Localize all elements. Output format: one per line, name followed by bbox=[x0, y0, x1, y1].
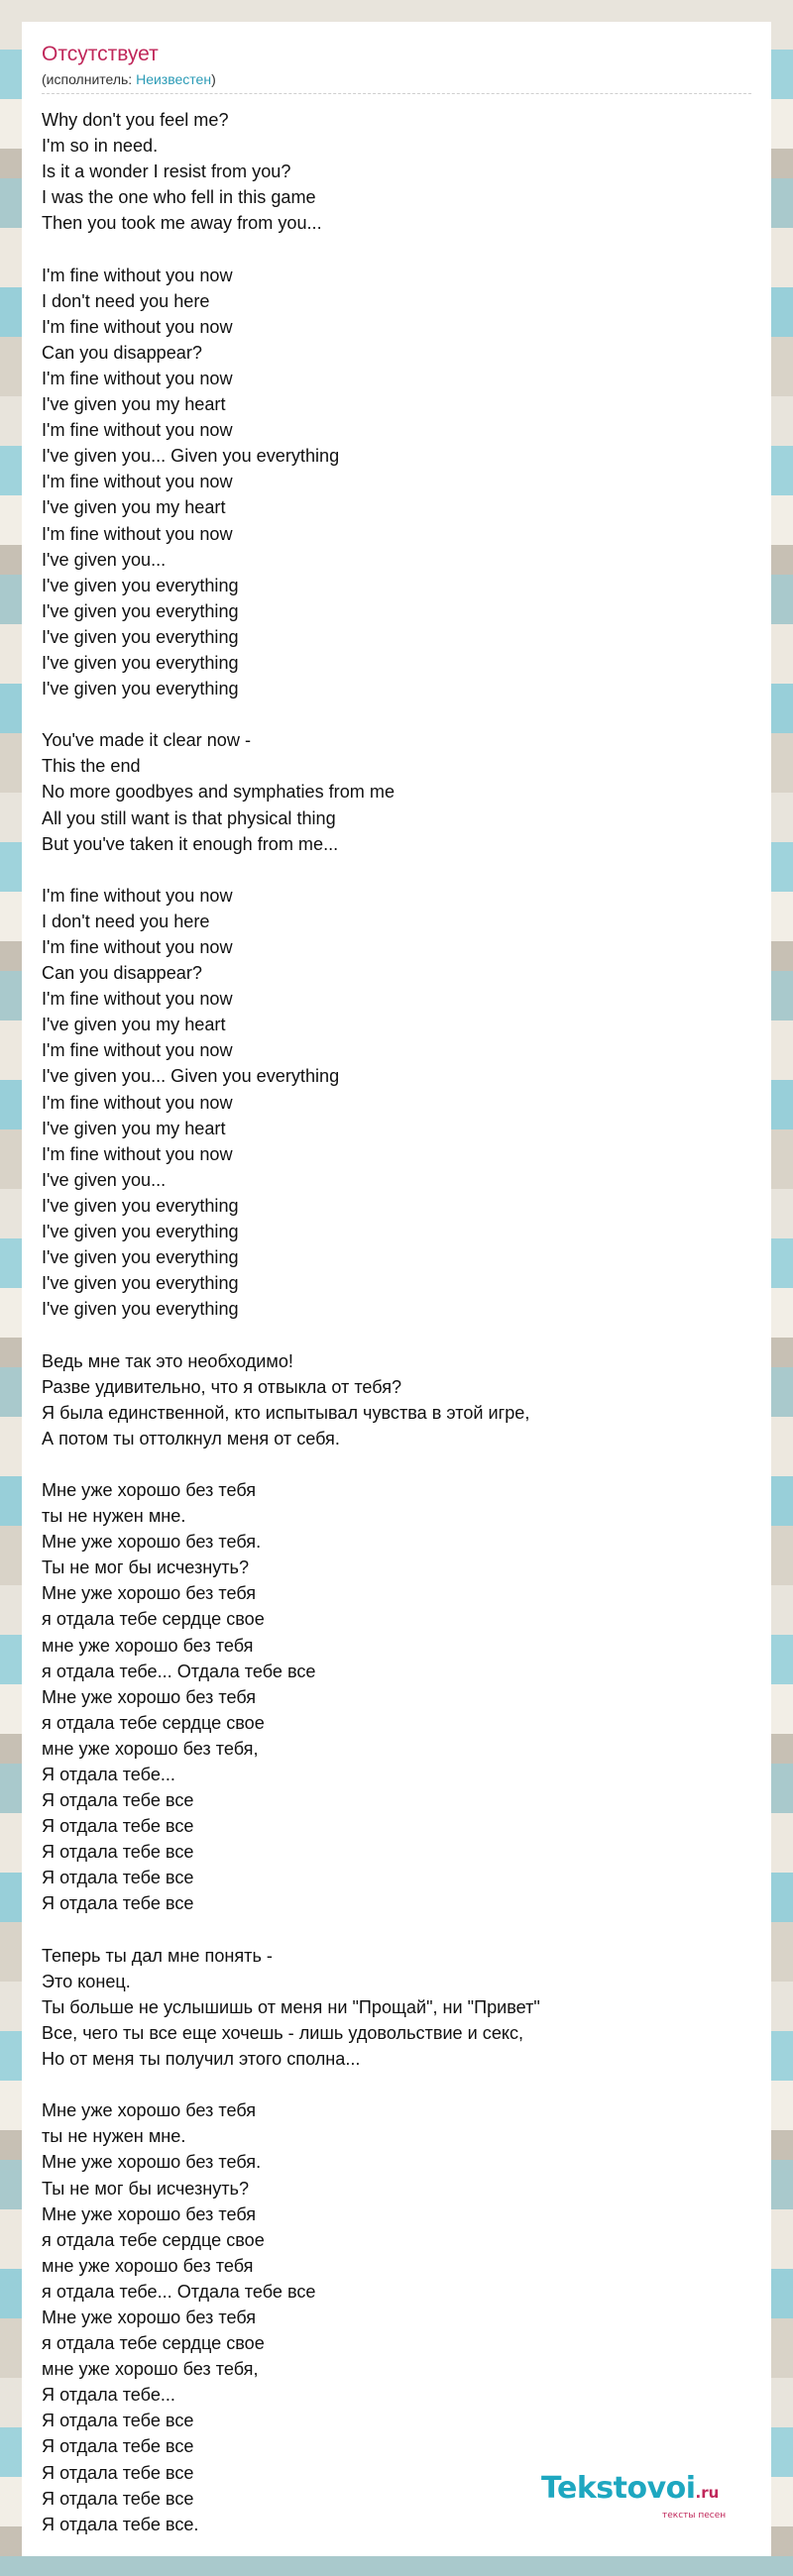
lyric-line: Ведь мне так это необходимо! bbox=[42, 1350, 293, 1371]
song-title: Отсутствует bbox=[42, 43, 159, 65]
lyric-line: Теперь ты дал мне понять - bbox=[42, 1945, 273, 1966]
lyric-line: я отдала тебе... Отдала тебе все bbox=[42, 1661, 316, 1681]
lyric-line: I've given you everything bbox=[42, 1299, 239, 1320]
lyric-line: I'm fine without you now bbox=[42, 368, 233, 388]
lyric-line: Разве удивительно, что я отвыкла от тебя? bbox=[42, 1376, 402, 1397]
lyric-line: I've given you my heart bbox=[42, 497, 226, 518]
lyric-line: Ты не мог бы исчезнуть? bbox=[42, 1557, 250, 1578]
lyric-line: I'm fine without you now bbox=[42, 316, 233, 337]
lyric-line: Мне уже хорошо без тебя. bbox=[42, 2152, 262, 2173]
lyrics-body bbox=[42, 107, 540, 2563]
lyric-line: I've given you my heart bbox=[42, 1015, 226, 1035]
lyric-line: мне уже хорошо без тебя bbox=[42, 2255, 254, 2276]
lyric-line: Can you disappear? bbox=[42, 342, 202, 363]
lyric-line: I'm fine without you now bbox=[42, 472, 233, 492]
lyric-line: Мне уже хорошо без тебя bbox=[42, 2203, 257, 2224]
lyric-line: Все, чего ты все еще хочешь - лишь удовольствие и секс, bbox=[42, 2022, 524, 2043]
lyric-line: I've given you everything bbox=[42, 652, 239, 673]
lyric-line: I was the one who fell in this game bbox=[42, 187, 316, 208]
lyric-line: Ты не мог бы исчезнуть? bbox=[42, 2178, 250, 2199]
lyric-line: Мне уже хорошо без тебя. bbox=[42, 1532, 262, 1553]
lyric-line: I've given you everything bbox=[42, 1247, 239, 1268]
lyric-line: Я отдала тебе все bbox=[42, 1868, 194, 1888]
lyrics-stanza bbox=[42, 727, 540, 856]
lyric-line: I'm fine without you now bbox=[42, 885, 233, 906]
lyric-line: I'm fine without you now bbox=[42, 937, 233, 957]
lyric-line: Я отдала тебе все bbox=[42, 2462, 194, 2483]
lyric-line: Я отдала тебе все bbox=[42, 2436, 194, 2457]
lyric-line: Я отдала тебе все. bbox=[42, 2514, 199, 2534]
lyric-line: This the end bbox=[42, 756, 141, 777]
artist-link[interactable]: Неизвестен bbox=[136, 71, 212, 87]
logo-text: Tekstovoi bbox=[541, 2471, 696, 2506]
lyric-line: I'm fine without you now bbox=[42, 420, 233, 441]
lyric-line: Can you disappear? bbox=[42, 963, 202, 984]
lyric-line: я отдала тебе сердце свое bbox=[42, 2229, 265, 2250]
lyric-line: I'm fine without you now bbox=[42, 1143, 233, 1164]
lyric-line: I've given you my heart bbox=[42, 1118, 226, 1138]
lyrics-stanza bbox=[42, 2097, 540, 2537]
lyric-line: I've given you everything bbox=[42, 1273, 239, 1294]
lyric-line: ты не нужен мне. bbox=[42, 1506, 186, 1527]
lyric-line: I'm fine without you now bbox=[42, 989, 233, 1010]
lyric-line: мне уже хорошо без тебя, bbox=[42, 2359, 259, 2380]
lyric-line: I've given you my heart bbox=[42, 394, 226, 415]
header-divider bbox=[42, 93, 751, 94]
lyric-line: Я отдала тебе все bbox=[42, 2488, 194, 2509]
lyric-line: All you still want is that physical thing bbox=[42, 807, 336, 828]
lyric-line: I've given you everything bbox=[42, 679, 239, 699]
artist-prefix: (исполнитель: bbox=[42, 71, 137, 87]
lyric-line: I've given you... bbox=[42, 549, 167, 570]
lyric-line: Мне уже хорошо без тебя bbox=[42, 1686, 257, 1707]
lyrics-stanza bbox=[42, 1348, 540, 1451]
lyric-line: I've given you... Given you everything bbox=[42, 446, 340, 467]
lyric-line: Я была единственной, кто испытывал чувства в этой игре, bbox=[42, 1402, 530, 1423]
lyric-line: Я отдала тебе... bbox=[42, 1765, 175, 1784]
lyric-line: I've given you everything bbox=[42, 1222, 239, 1242]
lyric-line: I've given you everything bbox=[42, 626, 239, 647]
lyric-line: You've made it clear now - bbox=[42, 730, 251, 751]
lyrics-stanza bbox=[42, 883, 540, 1323]
lyric-line: Это конец. bbox=[42, 1971, 131, 1991]
lyric-line: No more goodbyes and symphaties from me bbox=[42, 782, 396, 803]
lyric-line: I don't need you here bbox=[42, 911, 210, 931]
lyric-line: I'm so in need. bbox=[42, 136, 159, 157]
lyric-line: я отдала тебе сердце свое bbox=[42, 2333, 265, 2354]
lyric-line: Мне уже хорошо без тебя bbox=[42, 1479, 257, 1500]
lyric-line: I'm fine without you now bbox=[42, 1092, 233, 1113]
lyric-line: Мне уже хорошо без тебя bbox=[42, 2307, 257, 2327]
lyric-line: I've given you everything bbox=[42, 600, 239, 621]
lyric-line: я отдала тебе сердце свое bbox=[42, 1609, 265, 1630]
lyric-line: Я отдала тебе все bbox=[42, 2411, 194, 2431]
lyrics-stanza bbox=[42, 1943, 540, 2072]
lyric-line: мне уже хорошо без тебя, bbox=[42, 1738, 259, 1759]
logo-tagline: тексты песен bbox=[662, 2511, 727, 2521]
lyric-line: Then you took me away from you... bbox=[42, 213, 322, 234]
lyric-line: I've given you everything bbox=[42, 1195, 239, 1216]
lyrics-stanza bbox=[42, 107, 540, 236]
lyric-line: I've given you everything bbox=[42, 575, 239, 595]
lyric-line: Why don't you feel me? bbox=[42, 110, 229, 130]
lyric-line: А потом ты оттолкнул меня от себя. bbox=[42, 1428, 340, 1449]
logo-tld: .ru bbox=[695, 2484, 720, 2502]
lyric-line: Я отдала тебе... bbox=[42, 2385, 175, 2406]
lyric-line: Я отдала тебе все bbox=[42, 1893, 194, 1914]
lyric-line: I don't need you here bbox=[42, 290, 210, 311]
lyric-line: I'm fine without you now bbox=[42, 1040, 233, 1061]
lyrics-stanza bbox=[42, 263, 540, 702]
lyric-line: Но от меня ты получил этого сполна... bbox=[42, 2049, 361, 2070]
lyric-line: I'm fine without you now bbox=[42, 265, 233, 285]
lyrics-card bbox=[22, 22, 771, 2556]
lyric-line: Я отдала тебе все bbox=[42, 1842, 194, 1863]
site-logo[interactable] bbox=[541, 2471, 720, 2506]
lyric-line: Я отдала тебе все bbox=[42, 1816, 194, 1837]
lyric-line: я отдала тебе... Отдала тебе все bbox=[42, 2281, 316, 2302]
lyric-line: Я отдала тебе все bbox=[42, 1790, 194, 1811]
lyric-line: But you've taken it enough from me... bbox=[42, 833, 339, 854]
artist-line bbox=[42, 72, 216, 86]
lyrics-stanza bbox=[42, 1477, 540, 1917]
artist-suffix: ) bbox=[211, 71, 216, 87]
lyric-line: Is it a wonder I resist from you? bbox=[42, 161, 291, 182]
lyric-line: I've given you... bbox=[42, 1169, 167, 1190]
lyric-line: мне уже хорошо без тебя bbox=[42, 1635, 254, 1656]
lyric-line: ты не нужен мне. bbox=[42, 2126, 186, 2147]
lyric-line: I'm fine without you now bbox=[42, 523, 233, 544]
lyric-line: I've given you... Given you everything bbox=[42, 1066, 340, 1087]
lyric-line: Мне уже хорошо без тебя bbox=[42, 2100, 257, 2121]
lyric-line: Мне уже хорошо без тебя bbox=[42, 1583, 257, 1604]
lyric-line: Ты больше не услышишь от меня ни "Прощай", ни "Привет" bbox=[42, 1996, 540, 2017]
lyric-line: я отдала тебе сердце свое bbox=[42, 1712, 265, 1733]
